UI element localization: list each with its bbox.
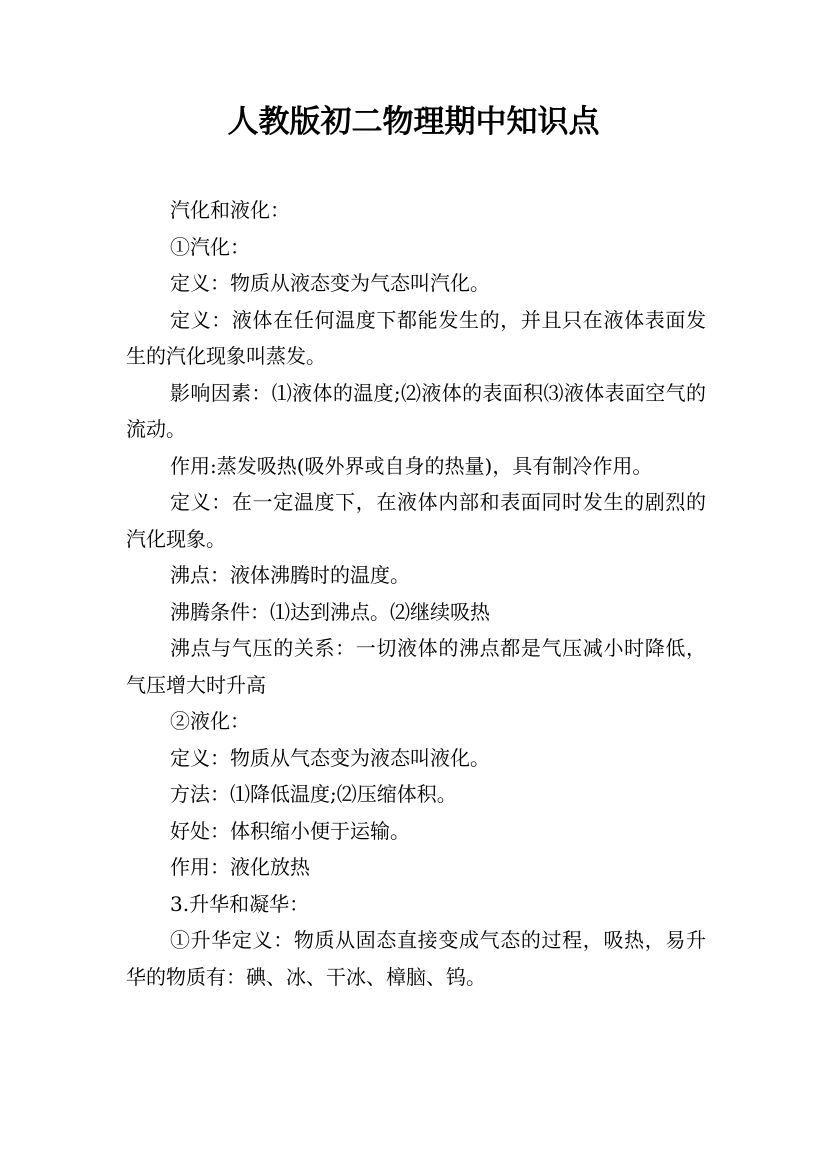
paragraph: 沸腾条件：⑴达到沸点。⑵继续吸热: [170, 599, 490, 624]
paragraph: 定义：物质从气态变为液态叫液化。: [170, 745, 490, 770]
paragraph: 定义：物质从液态变为气态叫汽化。: [170, 271, 490, 295]
document-title: 人教版初二物理期中知识点: [227, 104, 600, 140]
paragraph: 定义：液体在任何温度下都能发生的，并且只在液体表面发生的汽化现象叫蒸发。: [126, 307, 706, 368]
paragraph: 汽化和液化：: [170, 198, 290, 222]
paragraph: ②液化：: [170, 709, 250, 733]
paragraph: 作用:蒸发吸热(吸外界或自身的热量)，具有制冷作用。: [170, 453, 653, 478]
paragraph: 定义：在一定温度下，在液体内部和表面同时发生的剧烈的汽化现象。: [126, 490, 706, 551]
paragraph: ①升华定义：物质从固态直接变成气态的过程，吸热，易升华的物质有：碘、冰、干冰、樟脑、钨。: [126, 928, 706, 989]
paragraph: 影响因素：⑴液体的温度;⑵液体的表面积⑶液体表面空气的流动。: [126, 380, 706, 441]
document-body: [126, 192, 706, 995]
paragraph: 3.升华和凝华：: [170, 891, 310, 916]
paragraph: 方法：⑴降低温度;⑵压缩体积。: [170, 782, 457, 806]
paragraph: 好处：体积缩小便于运输。: [170, 818, 410, 843]
paragraph: 沸点与气压的关系：一切液体的沸点都是气压减小时降低，气压增大时升高: [126, 636, 706, 697]
paragraph: 作用：液化放热: [170, 855, 310, 879]
paragraph: ①汽化：: [170, 234, 250, 259]
paragraph: 沸点：液体沸腾时的温度。: [170, 563, 410, 587]
